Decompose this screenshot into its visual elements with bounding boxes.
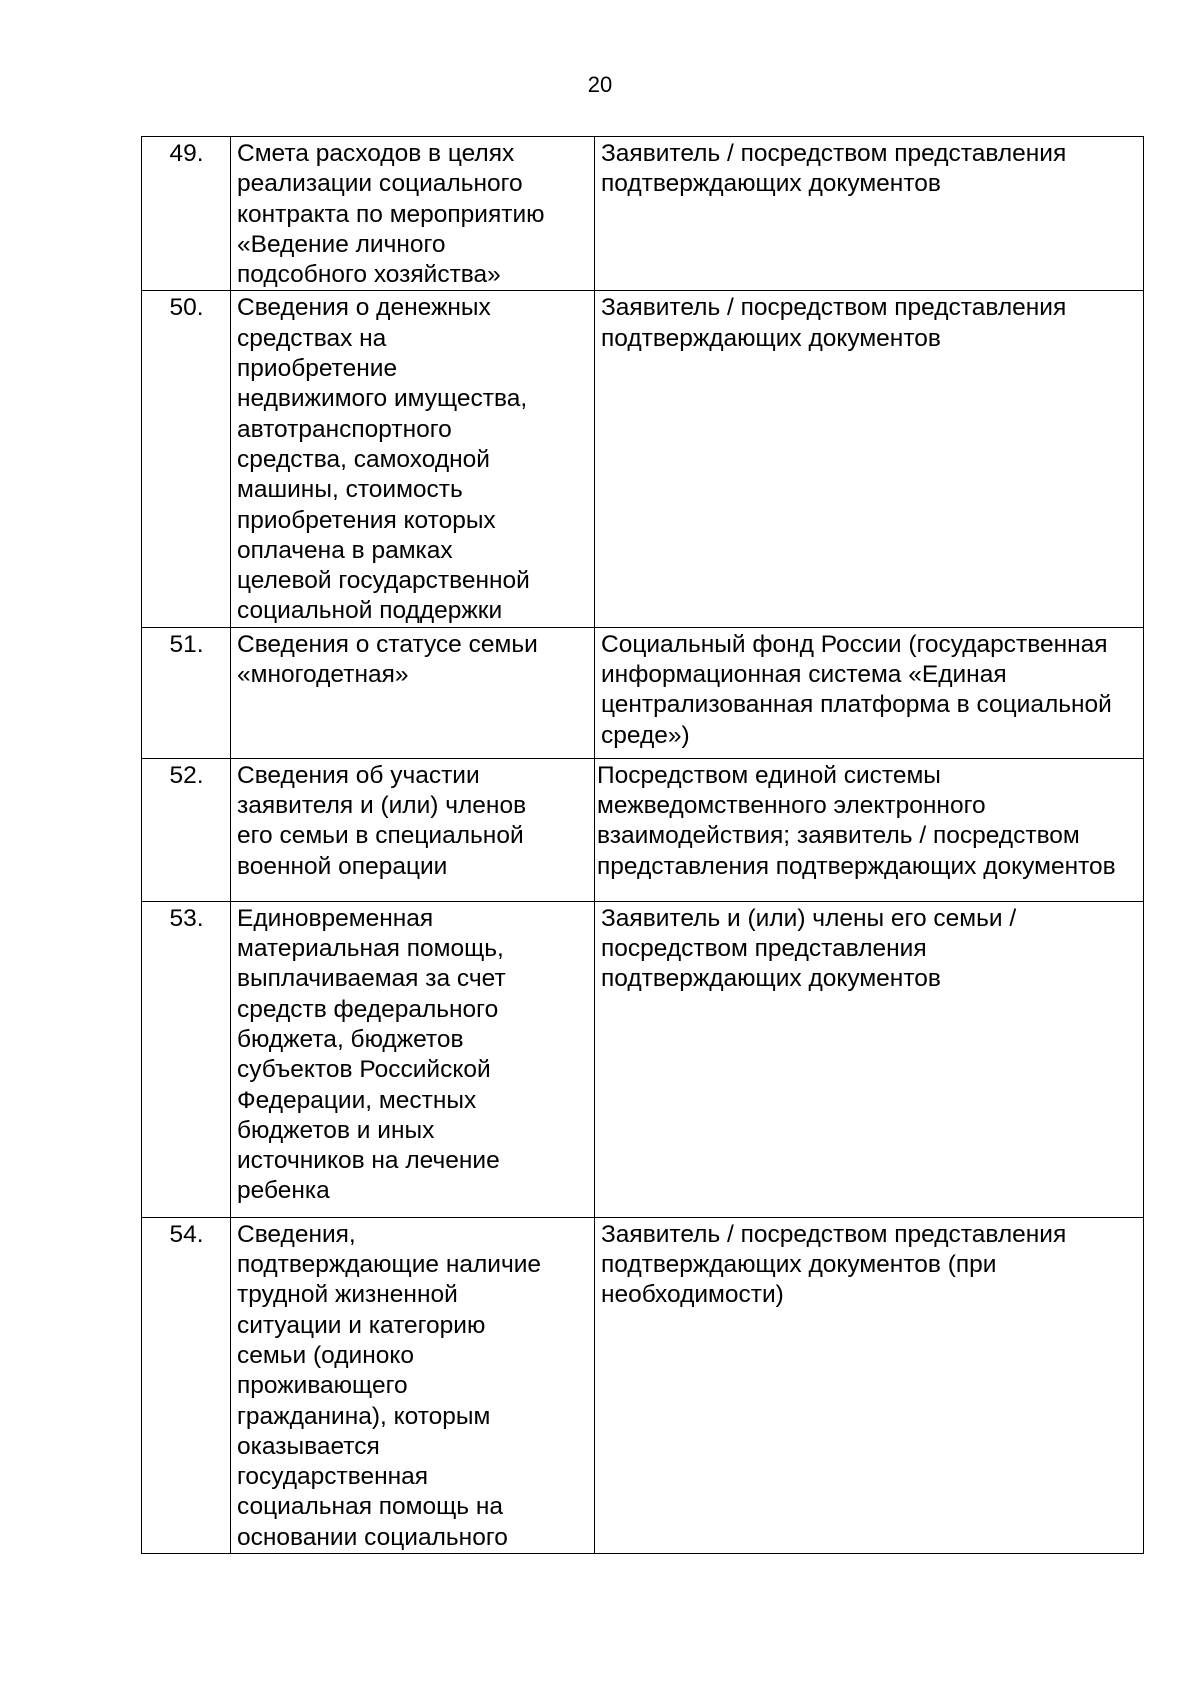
row-number: 50. [142, 291, 231, 627]
document-name: Сведения, подтверждающие наличие трудной жизненной ситуации и категорию семьи (одиноко проживающего гражданина), которым оказывается государственная социальная помощь на основании социального [231, 1217, 595, 1553]
table-row [142, 291, 1144, 627]
document-name: Сведения о статусе семьи «многодетная» [231, 627, 595, 758]
row-number: 51. [142, 627, 231, 758]
document-name: Сведения об участии заявителя и (или) членов его семьи в специальной военной операции [231, 758, 595, 901]
row-number: 54. [142, 1217, 231, 1553]
page-number: 20 [587, 72, 613, 97]
row-number: 53. [142, 901, 231, 1217]
table-row [142, 137, 1144, 291]
document-source: Заявитель / посредством представления подтверждающих документов [595, 291, 1144, 627]
table-row [142, 758, 1144, 901]
table-row [142, 901, 1144, 1217]
row-number: 52. [142, 758, 231, 901]
document-source: Заявитель и (или) члены его семьи / посредством представления подтверждающих документов [595, 901, 1144, 1217]
document-source: Заявитель / посредством представления подтверждающих документов (при необходимости) [595, 1217, 1144, 1553]
document-name: Сведения о денежных средствах на приобретение недвижимого имущества, автотранспортного средства, самоходной машины, стоимость приобретения которых оплачена в рамках целевой государственной социальной поддержки [231, 291, 595, 627]
row-number: 49. [142, 137, 231, 291]
document-name: Единовременная материальная помощь, выплачиваемая за счет средств федерального бюджета, бюджетов субъектов Российской Федерации, местных бюджетов и иных источников на лечение ребенка [231, 901, 595, 1217]
document-source: Социальный фонд России (государственная информационная система «Единая централизованная платформа в социальной среде») [595, 627, 1144, 758]
document-source: Посредством единой системы межведомственного электронного взаимодействия; заявитель / посредством представления подтверждающих документов [595, 758, 1144, 901]
documents-table [141, 136, 1144, 1554]
document-source: Заявитель / посредством представления подтверждающих документов [595, 137, 1144, 291]
table-row [142, 1217, 1144, 1553]
document-name: Смета расходов в целях реализации социального контракта по мероприятию «Ведение личного подсобного хозяйства» [231, 137, 595, 291]
table-row [142, 627, 1144, 758]
